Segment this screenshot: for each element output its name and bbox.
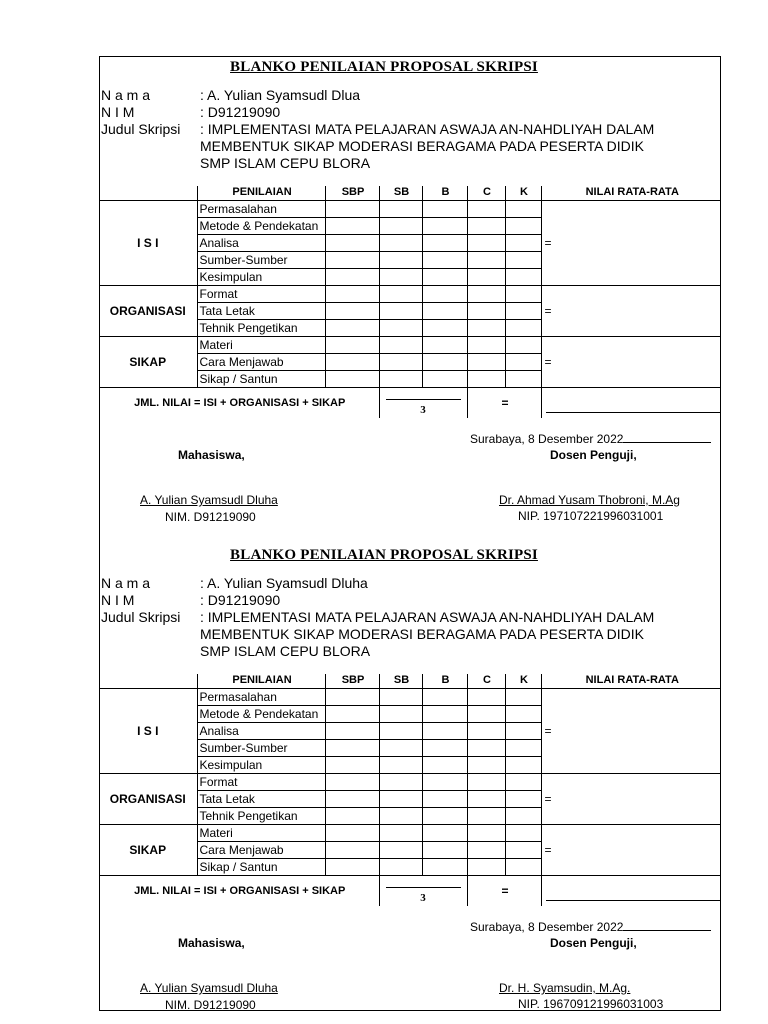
- grade-cell-sbp[interactable]: [325, 808, 379, 825]
- grade-cell-sb[interactable]: [379, 269, 422, 286]
- section-isi: [99, 689, 721, 774]
- section-sikap: [99, 825, 721, 876]
- grade-cell-k[interactable]: [505, 842, 541, 859]
- grade-cell-c[interactable]: [467, 235, 505, 252]
- grade-cell-sb[interactable]: [379, 723, 422, 740]
- grade-cell-b[interactable]: [422, 723, 467, 740]
- grade-cell-c[interactable]: [467, 825, 505, 842]
- grade-cell-b[interactable]: [422, 791, 467, 808]
- grade-cell-b[interactable]: [422, 740, 467, 757]
- jml-fraction: [379, 876, 467, 907]
- grade-cell-sb[interactable]: [379, 842, 422, 859]
- table-header-row: [99, 674, 721, 689]
- grade-cell-sbp[interactable]: [325, 303, 379, 320]
- grade-cell-c[interactable]: [467, 808, 505, 825]
- grade-cell-sbp[interactable]: [325, 825, 379, 842]
- grade-cell-b[interactable]: [422, 774, 467, 791]
- result-line: [546, 412, 722, 413]
- judul-line-2: MEMBENTUK SIKAP MODERASI BERAGAMA PADA PESERTA DIDIK: [200, 626, 644, 642]
- criterion-label: Tata Letak: [197, 303, 325, 320]
- value-judul: [200, 609, 705, 660]
- grade-cell-c[interactable]: [467, 320, 505, 337]
- grade-cell-k[interactable]: [505, 286, 541, 303]
- header-penilaian: PENILAIAN: [197, 674, 325, 689]
- fraction-line: [386, 887, 461, 888]
- grade-cell-b[interactable]: [422, 235, 467, 252]
- grade-cell-k[interactable]: [505, 252, 541, 269]
- table-row: [99, 825, 721, 842]
- fraction-denominator: 3: [420, 892, 426, 904]
- form-title: BLANKO PENILAIAN PROPOSAL SKRIPSI: [230, 547, 538, 563]
- header-sbp: SBP: [325, 674, 379, 689]
- assessment-table: [99, 674, 721, 906]
- section-organisasi: [99, 286, 721, 337]
- grade-cell-k[interactable]: [505, 757, 541, 774]
- grade-cell-c[interactable]: [467, 757, 505, 774]
- grade-cell-k[interactable]: [505, 808, 541, 825]
- header-k: K: [505, 674, 541, 689]
- grade-cell-b[interactable]: [422, 303, 467, 320]
- criterion-label: Kesimpulan: [197, 757, 325, 774]
- label-nim: N I M: [101, 592, 135, 608]
- judul-line-1: : IMPLEMENTASI MATA PELAJARAN ASWAJA AN-NAHDLIYAH DALAM: [200, 609, 655, 625]
- dosen-name: Dr. H. Syamsudin, M.Ag.: [499, 981, 631, 995]
- grade-cell-sb[interactable]: [379, 337, 422, 354]
- grade-cell-sb[interactable]: [379, 825, 422, 842]
- grade-cell-b[interactable]: [422, 286, 467, 303]
- average-cell-isi: =: [541, 689, 721, 774]
- date-blank-line: [623, 920, 711, 931]
- header-c: C: [467, 674, 505, 689]
- label-nama: N a m a: [101, 575, 151, 591]
- grade-cell-k[interactable]: [505, 235, 541, 252]
- grade-cell-sb[interactable]: [379, 859, 422, 876]
- grade-cell-sbp[interactable]: [325, 842, 379, 859]
- grade-cell-k[interactable]: [505, 303, 541, 320]
- jml-nilai-row: [99, 388, 721, 419]
- header-sb: SB: [379, 186, 422, 201]
- grade-cell-c[interactable]: [467, 201, 505, 218]
- criterion-label: Tehnik Pengetikan: [197, 320, 325, 337]
- grade-cell-sbp[interactable]: [325, 320, 379, 337]
- table-header-row: [99, 186, 721, 201]
- grade-cell-sbp[interactable]: [325, 859, 379, 876]
- date-text: Surabaya, 8 Desember 2022: [470, 432, 624, 446]
- mahasiswa-name: A. Yulian Syamsudl Dluha: [140, 981, 278, 995]
- grade-cell-b[interactable]: [422, 201, 467, 218]
- jml-result: [541, 876, 721, 907]
- grade-cell-k[interactable]: [505, 740, 541, 757]
- grade-cell-sbp[interactable]: [325, 201, 379, 218]
- grade-cell-sbp[interactable]: [325, 757, 379, 774]
- jml-result: [541, 388, 721, 419]
- average-cell-organisasi: =: [541, 774, 721, 825]
- grade-cell-sbp[interactable]: [325, 723, 379, 740]
- grade-cell-sb[interactable]: [379, 757, 422, 774]
- mahasiswa-nim: NIM. D91219090: [165, 998, 256, 1012]
- grade-cell-c[interactable]: [467, 371, 505, 388]
- section-isi: [99, 201, 721, 286]
- grade-cell-b[interactable]: [422, 859, 467, 876]
- jml-equals: =: [467, 388, 541, 419]
- header-nilai: NILAI RATA-RATA: [541, 186, 721, 201]
- grade-cell-c[interactable]: [467, 303, 505, 320]
- section-name-organisasi: ORGANISASI: [99, 286, 197, 337]
- grade-cell-sb[interactable]: [379, 774, 422, 791]
- criterion-label: Permasalahan: [197, 201, 325, 218]
- judul-line-3: SMP ISLAM CEPU BLORA: [200, 643, 371, 659]
- criterion-label: Sumber-Sumber: [197, 252, 325, 269]
- criterion-label: Format: [197, 286, 325, 303]
- criterion-label: Metode & Pendekatan: [197, 218, 325, 235]
- grade-cell-sb[interactable]: [379, 303, 422, 320]
- grade-cell-k[interactable]: [505, 689, 541, 706]
- grade-cell-c[interactable]: [467, 706, 505, 723]
- value-nim: : D91219090: [200, 592, 281, 608]
- grade-cell-sb[interactable]: [379, 201, 422, 218]
- header-c: C: [467, 186, 505, 201]
- grade-cell-sbp[interactable]: [325, 218, 379, 235]
- dosen-label: Dosen Penguji,: [550, 448, 637, 462]
- criterion-label: Tehnik Pengetikan: [197, 808, 325, 825]
- grade-cell-sbp[interactable]: [325, 740, 379, 757]
- assessment-table: [99, 186, 721, 418]
- average-cell-isi: =: [541, 201, 721, 286]
- grade-cell-k[interactable]: [505, 859, 541, 876]
- grade-cell-sb[interactable]: [379, 689, 422, 706]
- grade-cell-k[interactable]: [505, 337, 541, 354]
- grade-cell-sbp[interactable]: [325, 252, 379, 269]
- section-name-sikap: SIKAP: [99, 825, 197, 876]
- grade-cell-c[interactable]: [467, 354, 505, 371]
- date-blank-line: [623, 432, 711, 443]
- fraction-denominator: 3: [420, 404, 426, 416]
- judul-line-1: : IMPLEMENTASI MATA PELAJARAN ASWAJA AN-NAHDLIYAH DALAM: [200, 121, 655, 137]
- result-line: [546, 900, 722, 901]
- jml-label: JML. NILAI = ISI + ORGANISASI + SIKAP: [99, 876, 379, 907]
- grade-cell-sbp[interactable]: [325, 371, 379, 388]
- section-organisasi: [99, 774, 721, 825]
- grade-cell-b[interactable]: [422, 337, 467, 354]
- grade-cell-sb[interactable]: [379, 252, 422, 269]
- criterion-label: Format: [197, 774, 325, 791]
- grade-cell-c[interactable]: [467, 689, 505, 706]
- grade-cell-sb[interactable]: [379, 706, 422, 723]
- grade-cell-c[interactable]: [467, 791, 505, 808]
- grade-cell-sbp[interactable]: [325, 337, 379, 354]
- criterion-label: Cara Menjawab: [197, 354, 325, 371]
- grade-cell-b[interactable]: [422, 320, 467, 337]
- grade-cell-sbp[interactable]: [325, 791, 379, 808]
- grade-cell-b[interactable]: [422, 757, 467, 774]
- grade-cell-b[interactable]: [422, 825, 467, 842]
- grade-cell-k[interactable]: [505, 723, 541, 740]
- table-row: [99, 689, 721, 706]
- label-judul: Judul Skripsi: [101, 121, 181, 137]
- header-sb: SB: [379, 674, 422, 689]
- grade-cell-k[interactable]: [505, 201, 541, 218]
- grade-cell-sbp[interactable]: [325, 235, 379, 252]
- criterion-label: Analisa: [197, 723, 325, 740]
- jml-nilai-row: [99, 876, 721, 907]
- grade-cell-c[interactable]: [467, 252, 505, 269]
- value-judul: [200, 121, 705, 172]
- table-row: [99, 774, 721, 791]
- section-name-isi: I S I: [99, 689, 197, 774]
- jml-label: JML. NILAI = ISI + ORGANISASI + SIKAP: [99, 388, 379, 419]
- average-cell-sikap: =: [541, 825, 721, 876]
- header-penilaian: PENILAIAN: [197, 186, 325, 201]
- grade-cell-sbp[interactable]: [325, 286, 379, 303]
- section-name-sikap: SIKAP: [99, 337, 197, 388]
- grade-cell-c[interactable]: [467, 723, 505, 740]
- grade-cell-sbp[interactable]: [325, 706, 379, 723]
- grade-cell-b[interactable]: [422, 689, 467, 706]
- grade-cell-k[interactable]: [505, 825, 541, 842]
- grade-cell-b[interactable]: [422, 842, 467, 859]
- grade-cell-k[interactable]: [505, 218, 541, 235]
- fraction-line: [386, 399, 461, 400]
- grade-cell-sbp[interactable]: [325, 269, 379, 286]
- criterion-label: Materi: [197, 825, 325, 842]
- grade-cell-c[interactable]: [467, 774, 505, 791]
- jml-fraction: [379, 388, 467, 419]
- criterion-label: Metode & Pendekatan: [197, 706, 325, 723]
- grade-cell-sb[interactable]: [379, 320, 422, 337]
- mahasiswa-label: Mahasiswa,: [178, 936, 245, 950]
- grade-cell-sb[interactable]: [379, 286, 422, 303]
- grade-cell-c[interactable]: [467, 859, 505, 876]
- grade-cell-sb[interactable]: [379, 235, 422, 252]
- grade-cell-k[interactable]: [505, 371, 541, 388]
- section-sikap: [99, 337, 721, 388]
- grade-cell-sb[interactable]: [379, 808, 422, 825]
- jml-equals: =: [467, 876, 541, 907]
- judul-line-2: MEMBENTUK SIKAP MODERASI BERAGAMA PADA PESERTA DIDIK: [200, 138, 644, 154]
- criterion-label: Kesimpulan: [197, 269, 325, 286]
- grade-cell-b[interactable]: [422, 354, 467, 371]
- criterion-label: Sikap / Santun: [197, 859, 325, 876]
- grade-cell-sb[interactable]: [379, 371, 422, 388]
- dosen-nip: NIP. 196709121996031003: [518, 997, 664, 1011]
- grade-cell-sb[interactable]: [379, 791, 422, 808]
- grade-cell-sb[interactable]: [379, 354, 422, 371]
- grade-cell-k[interactable]: [505, 706, 541, 723]
- grade-cell-k[interactable]: [505, 320, 541, 337]
- grade-cell-sb[interactable]: [379, 740, 422, 757]
- grade-cell-sbp[interactable]: [325, 689, 379, 706]
- grade-cell-sb[interactable]: [379, 218, 422, 235]
- dosen-nip: NIP. 197107221996031001: [518, 509, 664, 523]
- value-nim: : D91219090: [200, 104, 281, 120]
- signature-date: [470, 920, 711, 934]
- header-sbp: SBP: [325, 186, 379, 201]
- criterion-label: Analisa: [197, 235, 325, 252]
- header-k: K: [505, 186, 541, 201]
- criterion-label: Permasalahan: [197, 689, 325, 706]
- grade-cell-k[interactable]: [505, 791, 541, 808]
- criterion-label: Cara Menjawab: [197, 842, 325, 859]
- grade-cell-c[interactable]: [467, 286, 505, 303]
- average-cell-sikap: =: [541, 337, 721, 388]
- grade-cell-b[interactable]: [422, 371, 467, 388]
- grade-cell-k[interactable]: [505, 269, 541, 286]
- date-text: Surabaya, 8 Desember 2022: [470, 920, 624, 934]
- header-blank: [99, 186, 197, 201]
- table-row: [99, 286, 721, 303]
- header-b: B: [422, 674, 467, 689]
- grade-cell-k[interactable]: [505, 774, 541, 791]
- signature-date: [470, 432, 711, 446]
- table-row: [99, 201, 721, 218]
- grade-cell-b[interactable]: [422, 808, 467, 825]
- grade-cell-sbp[interactable]: [325, 774, 379, 791]
- mahasiswa-nim: NIM. D91219090: [165, 510, 256, 524]
- grade-cell-sbp[interactable]: [325, 354, 379, 371]
- value-nama: : A. Yulian Syamsudl Dlua: [200, 87, 361, 103]
- average-cell-organisasi: =: [541, 286, 721, 337]
- header-blank: [99, 674, 197, 689]
- criterion-label: Sumber-Sumber: [197, 740, 325, 757]
- section-name-organisasi: ORGANISASI: [99, 774, 197, 825]
- criterion-label: Tata Letak: [197, 791, 325, 808]
- value-nama: : A. Yulian Syamsudl Dluha: [200, 575, 368, 591]
- dosen-label: Dosen Penguji,: [550, 936, 637, 950]
- judul-line-3: SMP ISLAM CEPU BLORA: [200, 155, 371, 171]
- criterion-label: Materi: [197, 337, 325, 354]
- grade-cell-b[interactable]: [422, 269, 467, 286]
- label-nim: N I M: [101, 104, 135, 120]
- grade-cell-c[interactable]: [467, 269, 505, 286]
- label-judul: Judul Skripsi: [101, 609, 181, 625]
- header-nilai: NILAI RATA-RATA: [541, 674, 721, 689]
- grade-cell-c[interactable]: [467, 337, 505, 354]
- grade-cell-k[interactable]: [505, 354, 541, 371]
- grade-cell-c[interactable]: [467, 218, 505, 235]
- header-b: B: [422, 186, 467, 201]
- grade-cell-c[interactable]: [467, 740, 505, 757]
- grade-cell-b[interactable]: [422, 218, 467, 235]
- mahasiswa-label: Mahasiswa,: [178, 448, 245, 462]
- criterion-label: Sikap / Santun: [197, 371, 325, 388]
- grade-cell-b[interactable]: [422, 706, 467, 723]
- dosen-name: Dr. Ahmad Yusam Thobroni, M.Ag: [499, 493, 680, 507]
- table-row: [99, 337, 721, 354]
- label-nama: N a m a: [101, 87, 151, 103]
- grade-cell-b[interactable]: [422, 252, 467, 269]
- form-title: BLANKO PENILAIAN PROPOSAL SKRIPSI: [230, 59, 538, 75]
- section-name-isi: I S I: [99, 201, 197, 286]
- grade-cell-c[interactable]: [467, 842, 505, 859]
- mahasiswa-name: A. Yulian Syamsudl Dluha: [140, 493, 278, 507]
